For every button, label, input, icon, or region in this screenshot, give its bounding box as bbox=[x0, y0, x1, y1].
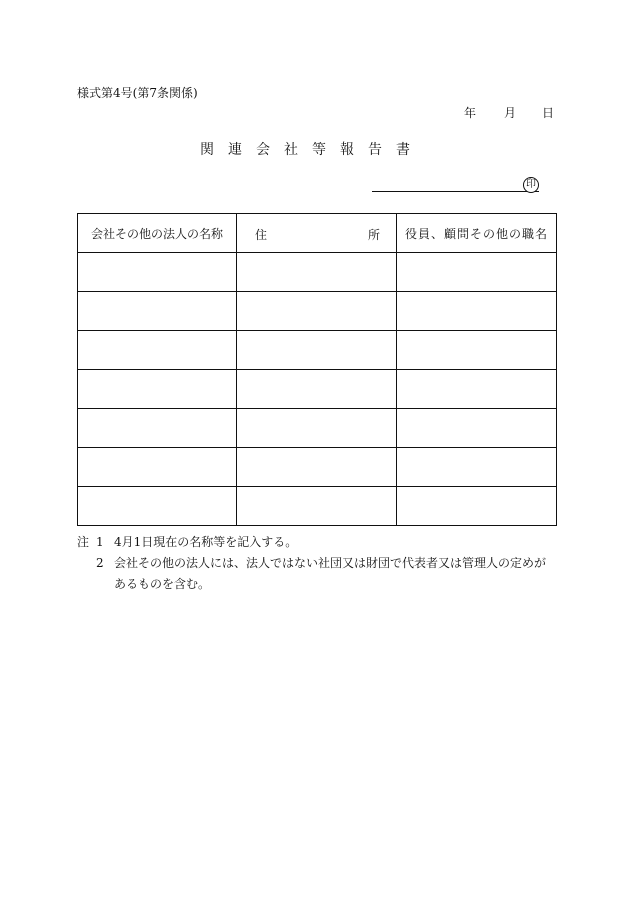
note-item-2 bbox=[77, 553, 557, 595]
column-header-position: 役員、顧問その他の職名 bbox=[397, 214, 557, 253]
table-row bbox=[78, 253, 557, 292]
date-field bbox=[464, 104, 554, 121]
address-cell[interactable] bbox=[237, 331, 397, 370]
company-name-cell[interactable] bbox=[78, 487, 237, 526]
note-text: 4月1日現在の名称等を記入する。 bbox=[114, 535, 298, 549]
company-name-cell[interactable] bbox=[78, 253, 237, 292]
table-row bbox=[78, 487, 557, 526]
column-header-address-part1: 住 bbox=[255, 228, 268, 242]
form-number: 様式第4号(第7条関係) bbox=[77, 86, 198, 100]
table-row bbox=[78, 409, 557, 448]
note-number: 2 bbox=[96, 556, 104, 570]
table-row bbox=[78, 331, 557, 370]
table-row bbox=[78, 448, 557, 487]
address-cell[interactable] bbox=[237, 487, 397, 526]
related-company-table bbox=[77, 213, 557, 526]
notes bbox=[77, 532, 557, 595]
table-row bbox=[78, 370, 557, 409]
company-name-cell[interactable] bbox=[78, 448, 237, 487]
table-body bbox=[78, 253, 557, 526]
date-year-label: 年 bbox=[464, 106, 477, 120]
company-name-cell[interactable] bbox=[78, 409, 237, 448]
column-header-company-name: 会社その他の法人の名称 bbox=[78, 214, 237, 253]
date-day-label: 日 bbox=[542, 106, 555, 120]
note-number: 1 bbox=[96, 535, 104, 549]
date-month-label: 月 bbox=[504, 106, 517, 120]
company-name-cell[interactable] bbox=[78, 331, 237, 370]
column-header-address-part2: 所 bbox=[367, 228, 380, 242]
position-cell[interactable] bbox=[397, 253, 557, 292]
note-text: 会社その他の法人には、法人ではない社団又は財団で代表者又は管理人の定めがあるものを含む。 bbox=[114, 556, 547, 591]
address-cell[interactable] bbox=[237, 409, 397, 448]
table-row bbox=[78, 292, 557, 331]
notes-label: 注 bbox=[77, 535, 90, 549]
position-cell[interactable] bbox=[397, 409, 557, 448]
company-name-cell[interactable] bbox=[78, 292, 237, 331]
position-cell[interactable] bbox=[397, 448, 557, 487]
address-cell[interactable] bbox=[237, 253, 397, 292]
position-cell[interactable] bbox=[397, 370, 557, 409]
note-item-1 bbox=[77, 532, 557, 553]
column-header-address bbox=[237, 214, 397, 253]
document-title: 関連会社等報告書 bbox=[200, 142, 424, 158]
address-cell[interactable] bbox=[237, 292, 397, 331]
position-cell[interactable] bbox=[397, 487, 557, 526]
address-cell[interactable] bbox=[237, 370, 397, 409]
position-cell[interactable] bbox=[397, 292, 557, 331]
position-cell[interactable] bbox=[397, 331, 557, 370]
table-header-row bbox=[78, 214, 557, 253]
signature-line[interactable] bbox=[372, 191, 539, 192]
company-name-cell[interactable] bbox=[78, 370, 237, 409]
address-cell[interactable] bbox=[237, 448, 397, 487]
seal-icon: 印 bbox=[523, 177, 539, 193]
